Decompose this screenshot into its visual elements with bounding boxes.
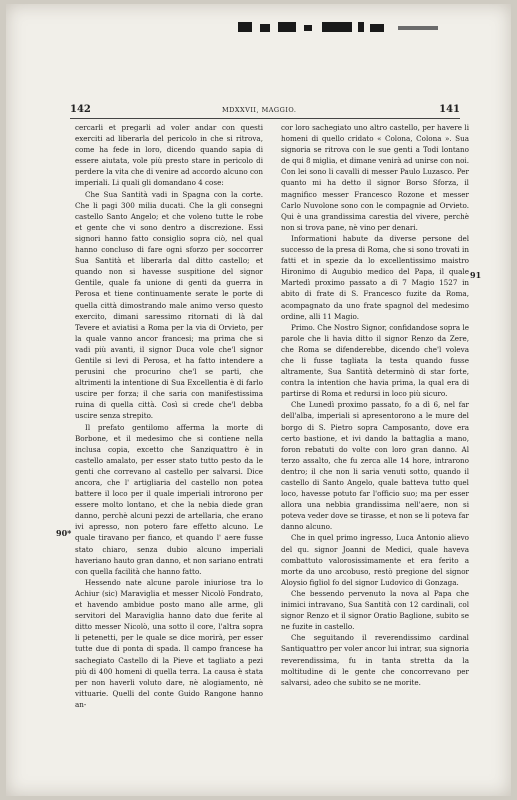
header-rule bbox=[70, 118, 460, 119]
running-title: MDXXVII, MAGGIO. bbox=[222, 106, 297, 114]
page-number-right: 141 bbox=[439, 104, 460, 115]
paragraph: cercarli et pregarli ad voler andar con questi exerciti ad liberarla del pericolo in che si ritrova, come ha fede in loro, dicendo quando sapia di essere aiutata, vole più presto stare in pericolo di perdere la vita che di venire ad accordo alcuno con imperiali. Li quali gli domandano 4 cose: bbox=[75, 123, 263, 188]
text-column-left bbox=[75, 122, 263, 710]
margin-note-left: 90* bbox=[56, 528, 72, 538]
paragraph: Primo. Che Nostro Signor, confidandose sopra le parole che li havia ditto il signor Renzo da Zere, che Roma se difenderebbe, dicendo che'l voleva che li fusse tagliata la testa quando fusse altramente, Sua Santità determinò di star forte, contra la intention che havia prima, la qual era di partirse di Roma et redursi in loco più sicuro. bbox=[281, 322, 469, 399]
paragraph: Che Lunedì proximo passato, fo a dì 6, nel far dell'alba, imperiali si apresentorono a le mure del borgo di S. Pietro sopra Camposanto, dove era certo bastione, et ivi dando la battaglia a mano, foron rebatuti do volte con loro gran danno. Al terzo assalto, che fu zerca alle 14 hore, intrarono dentro; il che non li saria venuti sotto, quando il castello di Santo Angelo, quale batteva tutto quel loco, havesse potuto far l'officio suo; ma per esser allora una nebbia grandissima nell'aere, non si poteva veder dove se tirasse, et non se li poteva far danno alcuno. bbox=[281, 400, 469, 532]
registration-marks bbox=[238, 22, 438, 34]
text-column-right bbox=[281, 122, 469, 688]
paragraph: Hessendo nate alcune parole iniuriose tra lo Achiur (sic) Maraviglia et messer Nicolò Fondrato, et havendo ambidue posto mano alle arme, gli servitori del Maraviglia hanno dato due ferite al ditto messer Nicolò, una sotto il core, l'altra sopra li petenetti, per le quale se dice morirà, per esser tutte due di ponta di spada. Il campo francese ha sachegiato Castello di la Pieve et tagliato a pezi più di 400 homeni di quella terra. La causa è stata per non haverli voluto dare, nè alogiamento, nè vittuarie. Quelli del conte Guido Rangone hanno an- bbox=[75, 577, 263, 709]
paragraph: cor loro sachegiato uno altro castello, per havere li homeni di quello cridato « Colona, Colona ». Sua signoria se ritrova con le sue genti a Todi lontano de qui 8 miglia, et dimane venirà ad unirse con noi. Con lei sono li cavalli di messer Paulo Luzasco. Per quanto mi ha detto il signor Borso Sforza, il magnifico messer Francesco Rozone et messer Carlo Nuvolone sono con le compagnie ad Orvieto. Qui è una grandissima carestia del vivere, perchè non si trova pane, nè vino per denari. bbox=[281, 123, 470, 232]
page-number-left: 142 bbox=[70, 104, 91, 115]
paragraph: Che seguitando il reverendissimo cardinal Santiquattro per voler ancor lui intrar, sua signoria reverendissima, fu in tanta stretta da la moltitudine di le gente che concorrevano per salvarsi, adeo che subito se ne morite. bbox=[281, 633, 469, 687]
paragraph: Che in quel primo ingresso, Luca Antonio alievo del qu. signor Joanni de Medici, quale haveva combattuto valorosissimamente et era ferito a morte da uno arcobuso, restò pregione del signor Aloysio figliol fo del signor Ludovico di Gonzaga. bbox=[281, 533, 469, 587]
running-head bbox=[70, 104, 460, 118]
margin-note-right: 91 bbox=[470, 270, 482, 280]
paragraph: Che Sua Santità vadi in Spagna con la corte. Che li pagi 300 milia ducati. Che la gli consegni castello Santo Angelo; et che voleno tutte le robe et gente che vi sono dentro a discrezione. Essi signori hanno fatto consiglio sopra ciò, nel qual hanno concluso di fare ogni sforzo per soccorrer Sua Santità et liberarla dal ditto castello; et quando non si havesse suspitione del signor Gentile, quale fa unione di genti da guerra in Perosa et tiene continuamente serate le porte di quella città dimostrando male animo verso questo exercito, dimani saressimo ritornati di là dal Tevere et aviatisi a Roma per la via di Orvieto, per la quale vanno ancor francesi; ma prima che si vadi più avanti, il signor Duca vole che'l signor Gentile si levi di Perosa, et ha fatto intendere a perusini che procurino che'l se parti, che altrimenti la intentione di Sua Excellentia è di farlo uscire per forza; il che saria con manifestissima ruina di quella città. Così si crede che'l debba uscire senza strepito. bbox=[75, 189, 263, 421]
paragraph: Il prefato gentilomo afferma la morte di Borbone, et il medesimo che si contiene nella inclusa copia, excetto che Sanziquattro è in castello amalato, per esser stato tutto pesto da le genti che correvano al castello per salvarsi. Dice ancora, che l' artigliaria del castello non potea battere il loco per il quale imperiali introrono per essere molto lontano, et che la nebia diede gran danno, perchè alcuni pezzi de artellaria, che erano ivi apresso, non potero fare effetto alcuno. Le quale tiravano per fianco, et quando l' aere fusse stato chiaro, senza dubio alcuno imperiali haveriano hauto gran danno, et non sariano entrati con quella facilità che hanno fatto. bbox=[75, 422, 263, 576]
paragraph: Informationi habute da diverse persone del successo de la presa di Roma, che si sono trovati in fatti et in spezie da lo excellentissimo maistro Hironimo di Augubio medico del Papa, il quale Martedì proximo passato a dì 7 Magio 1527 in abito di frate di S. Francesco fuzite da Roma, acompagnato da uno frate spagnol del medesimo ordine, alli 11 Magio. bbox=[281, 233, 469, 321]
paragraph: Che bessendo pervenuto la nova al Papa che inimici intravano, Sua Santità con 12 cardinali, col signor Renzo et il signor Oratio Baglione, subito se ne fuzite in castello. bbox=[281, 588, 469, 632]
